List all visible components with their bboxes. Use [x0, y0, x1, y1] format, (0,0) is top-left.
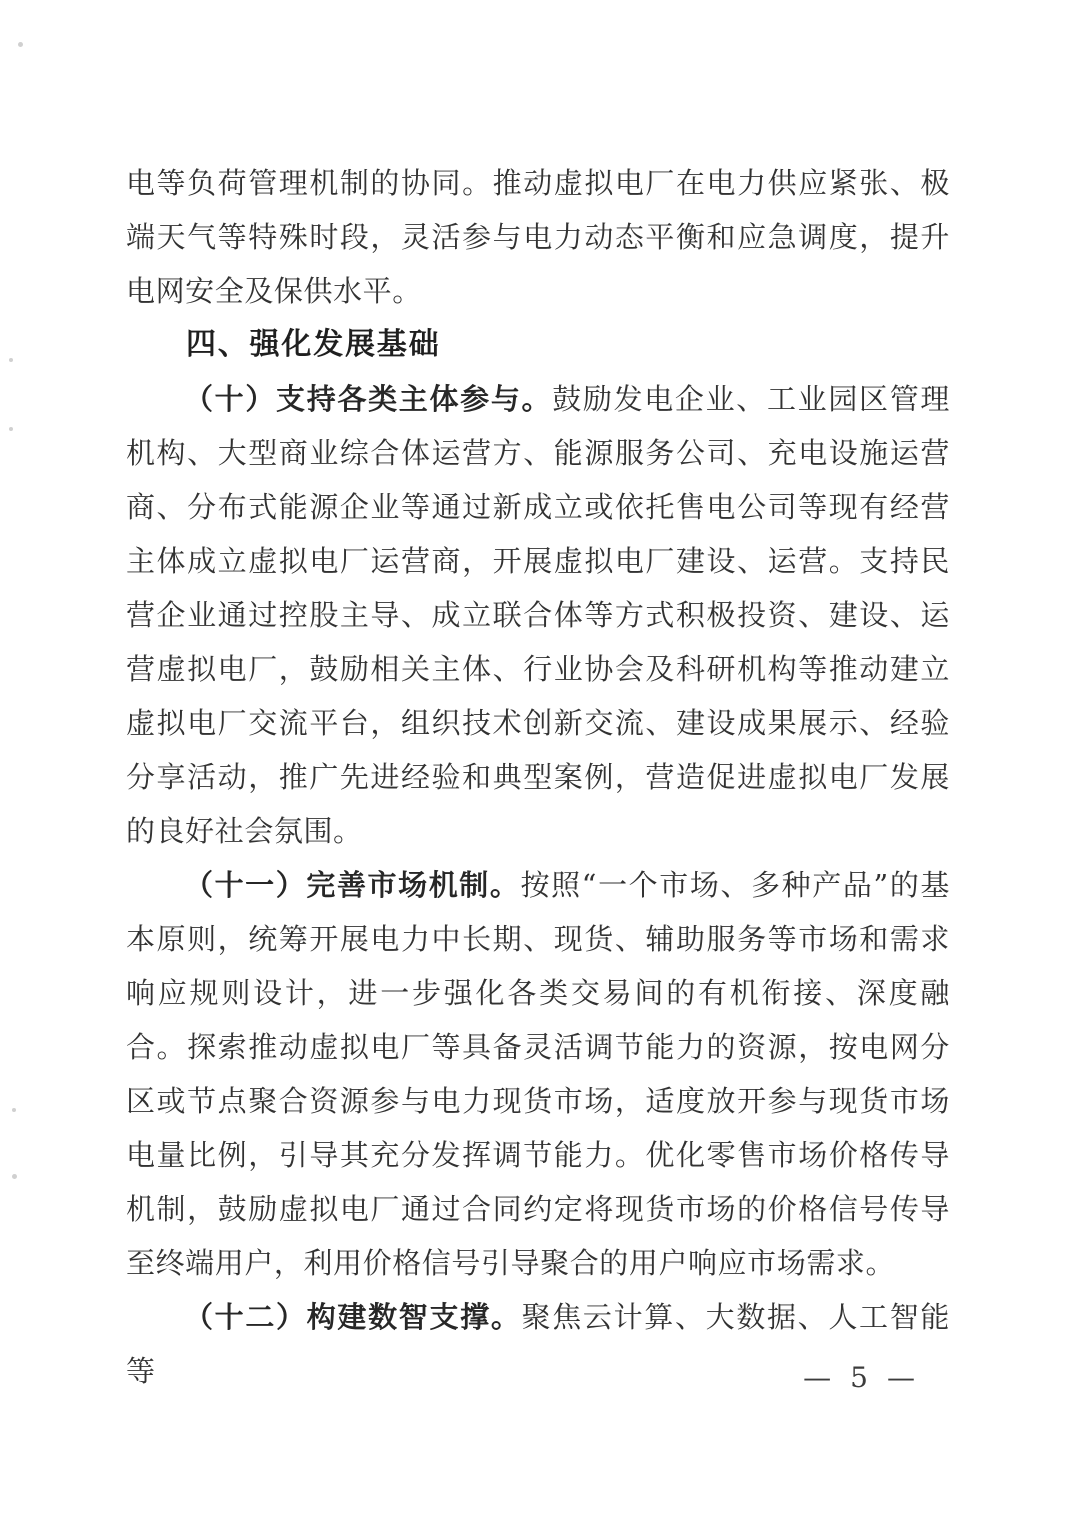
paragraph-lead: （十）支持各类主体参与。 — [184, 382, 553, 416]
paragraph-item-11 — [126, 858, 950, 1290]
scan-speck — [12, 1174, 17, 1179]
document-body — [126, 156, 950, 1398]
paragraph-text: 聚焦云计算、大数据、人工智能等 — [126, 1300, 950, 1388]
paragraph-item-10 — [126, 372, 950, 858]
scan-speck — [9, 427, 13, 431]
page-footer — [803, 1358, 920, 1398]
section-heading: 四、强化发展基础 — [186, 327, 441, 362]
page-number: — 5 — — [803, 1361, 920, 1394]
paragraph-lead: （十二）构建数智支撑。 — [184, 1300, 522, 1334]
paragraph-text: 按照“一个市场、多种产品”的基本原则，统筹开展电力中长期、现货、辅助服务等市场和需求响应规则设计，进一步强化各类交易间的有机衔接、深度融合。探索推动虚拟电厂等具备灵活调节能力的资源，按电网分区或节点聚合资源参与电力现货市场，适度放开参与现货市场电量比例，引导其充分发挥调节能力。优化零售市场价格传导机制，鼓励虚拟电厂通过合同约定将现货市场的价格信号传导至终端用户，利用价格信号引导聚合的用户响应市场需求。 — [126, 868, 950, 1280]
paragraph-continuation: 电等负荷管理机制的协同。推动虚拟电厂在电力供应紧张、极端天气等特殊时段，灵活参与电力动态平衡和应急调度，提升电网安全及保供水平。 — [126, 166, 950, 308]
paragraph-text: 鼓励发电企业、工业园区管理机构、大型商业综合体运营方、能源服务公司、充电设施运营商、分布式能源企业等通过新成立或依托售电公司等现有经营主体成立虚拟电厂运营商，开展虚拟电厂建设、运营。支持民营企业通过控股主导、成立联合体等方式积极投资、建设、运营虚拟电厂，鼓励相关主体、行业协会及科研机构等推动建立虚拟电厂交流平台，组织技术创新交流、建设成果展示、经验分享活动，推广先进经验和典型案例，营造促进虚拟电厂发展的良好社会氛围。 — [126, 382, 950, 848]
scan-speck — [12, 1108, 16, 1112]
scan-speck — [9, 358, 13, 362]
paragraph-lead: （十一）完善市场机制。 — [184, 868, 521, 902]
scan-speck — [18, 42, 23, 47]
